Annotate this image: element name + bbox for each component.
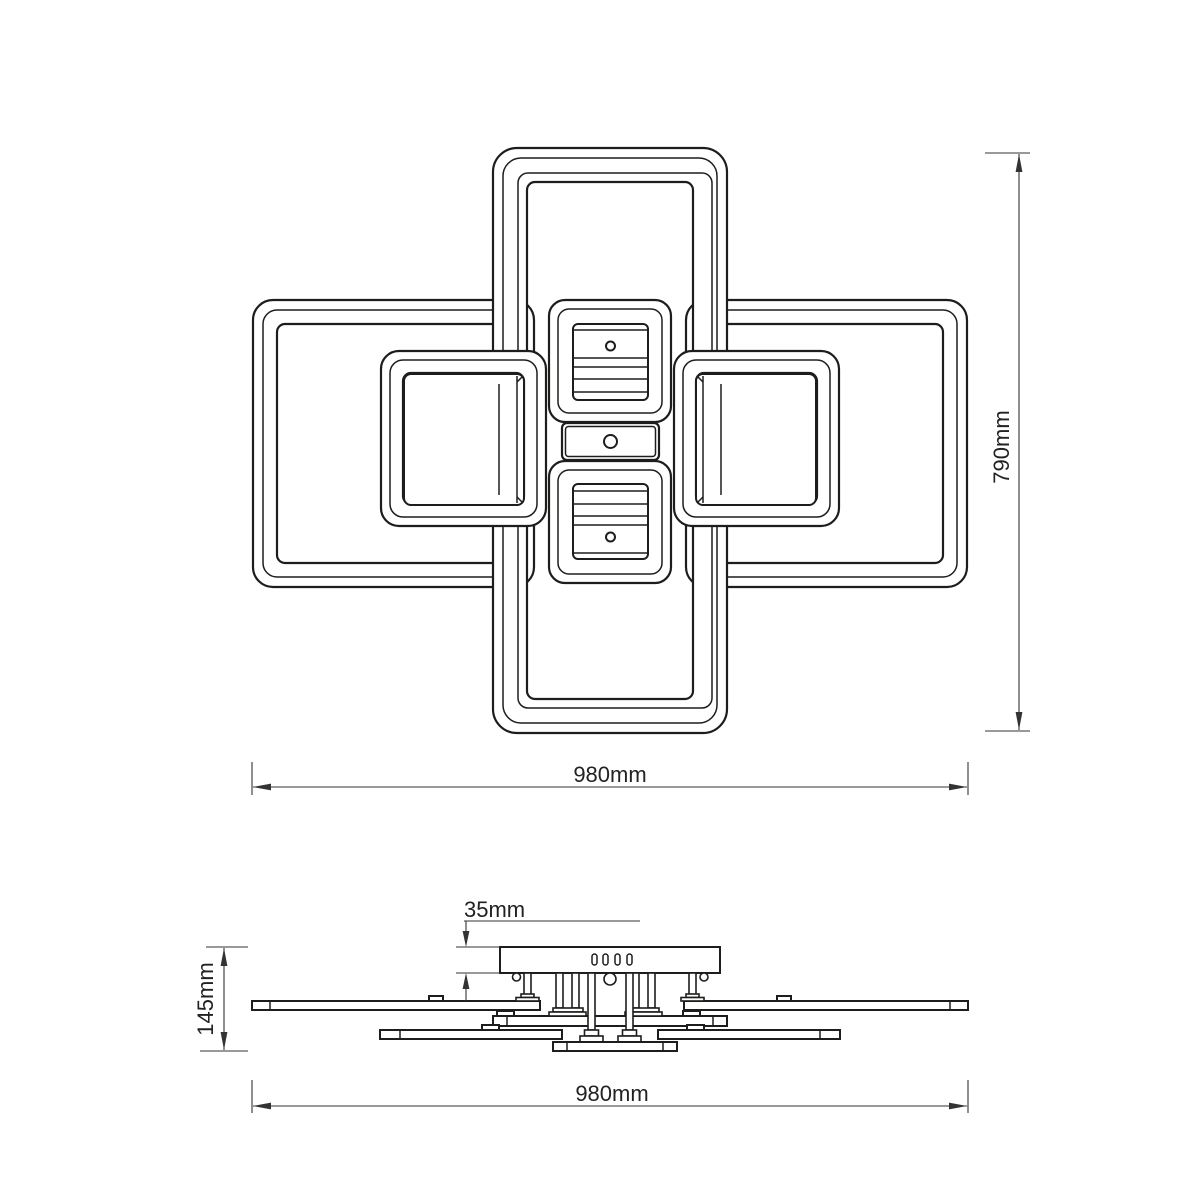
canopy-body (500, 947, 720, 973)
arrow-down-icon (463, 931, 470, 947)
arrow-down-icon (221, 1032, 228, 1050)
canopy-cable-gland (604, 973, 616, 985)
rod-feet-mid-bar (549, 1008, 662, 1016)
bar-medium-right-tab (687, 1025, 704, 1030)
bar-vertical-frame-tab-left (497, 1011, 514, 1016)
bar-medium-right (658, 1025, 840, 1039)
square-small-top-screw-hole (606, 342, 615, 351)
square-medium-left (381, 351, 546, 526)
square-small-bottom-screw-hole (606, 533, 615, 542)
dim-label-plan-height: 790mm (989, 410, 1014, 484)
bar-large-right-clip (777, 996, 791, 1001)
dim-label-canopy-height: 35mm (464, 897, 526, 922)
square-medium-right (674, 351, 839, 526)
square-small-bottom-panel (573, 484, 648, 559)
bar-medium-left-tab (482, 1025, 499, 1030)
dim-plan-width (252, 762, 968, 795)
square-small-top (549, 300, 671, 422)
canopy-screw-left (513, 973, 521, 981)
bar-vertical-frame-tab-right (683, 1011, 700, 1016)
square-medium-left-panel (404, 374, 524, 505)
dim-label-plan-width: 980mm (573, 762, 647, 787)
center-plate (562, 423, 659, 460)
dim-label-side-width: 980mm (575, 1081, 649, 1106)
canopy-screw-right (700, 973, 708, 981)
arrow-left-icon (253, 784, 271, 791)
square-small-top-panel (573, 324, 648, 400)
arrow-up-icon (221, 948, 228, 966)
arrow-right-icon (949, 1103, 967, 1110)
center-plate-screw-hole (604, 435, 617, 448)
arrow-up-icon (1016, 154, 1023, 172)
arrow-right-icon (949, 784, 967, 791)
bar-large-left (252, 996, 540, 1010)
bar-large-right (684, 996, 968, 1010)
rod-feet-top-bars (516, 994, 704, 1001)
arrow-left-icon (253, 1103, 271, 1110)
dim-label-fixture-height: 145mm (193, 962, 218, 1036)
canopy (500, 947, 720, 985)
rod-feet-bottom (580, 1030, 641, 1042)
dim-plan-height (985, 153, 1030, 731)
dim-fixture-height (193, 947, 248, 1051)
plan-view (253, 148, 967, 733)
dim-side-width (252, 1080, 968, 1113)
bar-medium-left (380, 1025, 562, 1039)
square-medium-right-panel (696, 374, 816, 505)
bar-large-left-clip (429, 996, 443, 1001)
square-small-bottom (549, 461, 671, 583)
arrow-down-icon (1016, 712, 1023, 730)
bar-vertical-frame (493, 1011, 727, 1026)
side-view (252, 947, 968, 1051)
bar-bottom-plate (553, 1042, 677, 1051)
arrow-up-icon (463, 973, 470, 989)
